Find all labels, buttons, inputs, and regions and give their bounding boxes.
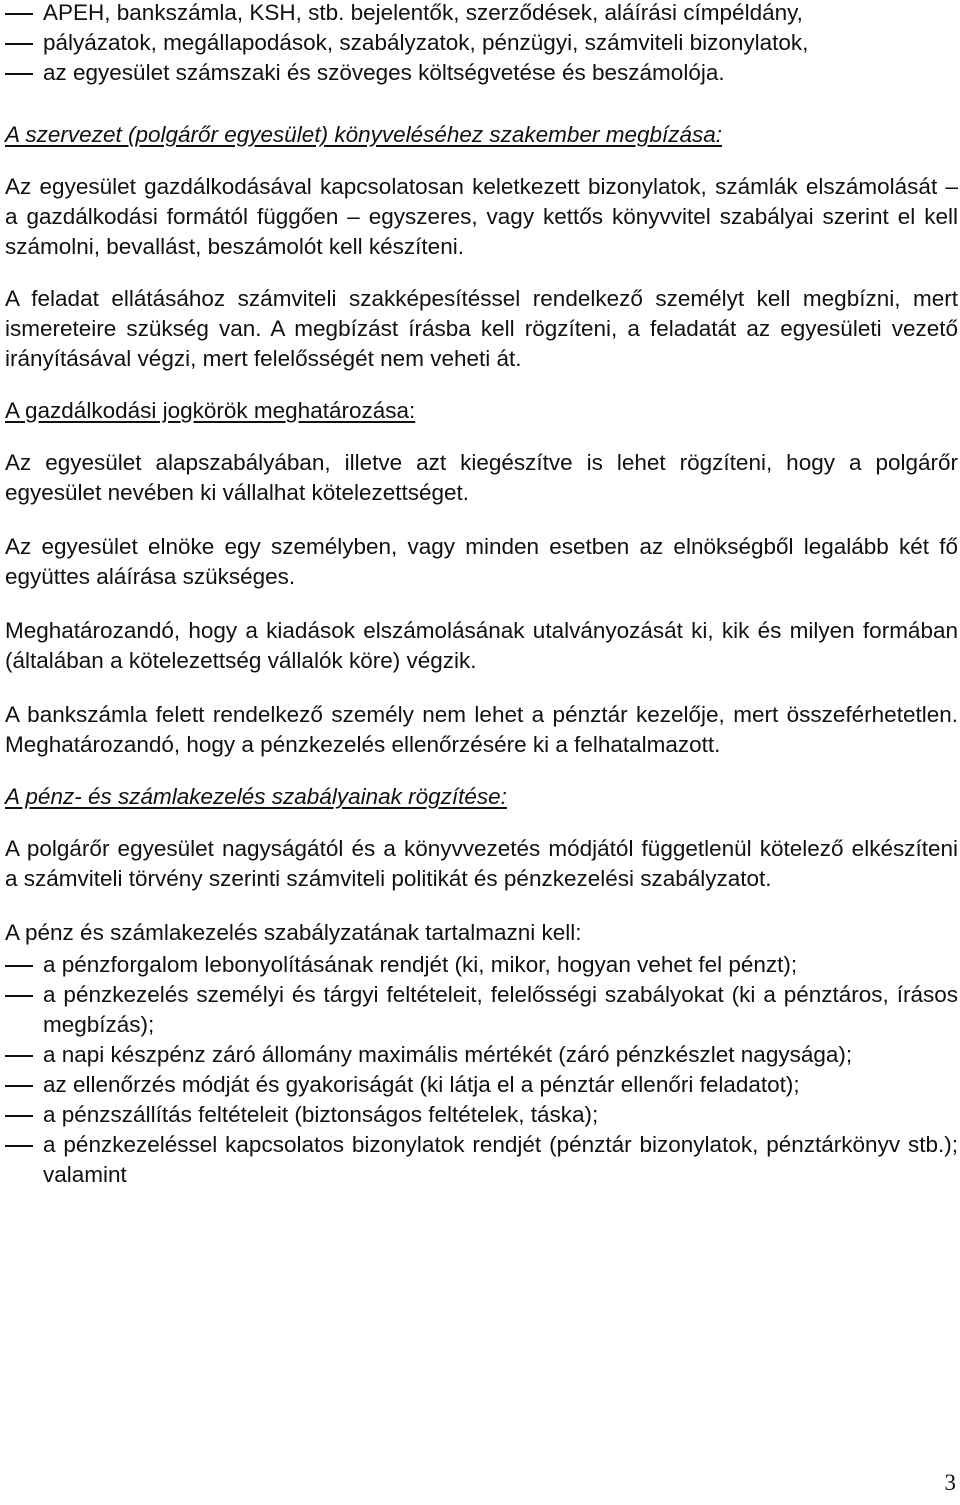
list-item <box>5 950 958 980</box>
document-page <box>5 0 958 1190</box>
list-item-text: a pénzkezeléssel kapcsolatos bizonylatok rendjét (pénztár bizonylatok, pénztárkönyv stb.); valamint <box>43 1132 958 1187</box>
paragraph: A bankszámla felett rendelkező személy nem lehet a pénztár kezelője, mert összeférhetetlen. Meghatározandó, hogy a pénzkezelés ellenőrzésére ki a felhatalmazott. <box>5 702 958 757</box>
section-heading-bookkeeping: A szervezet (polgárőr egyesület) könyveléséhez szakember megbízása: <box>5 122 723 147</box>
document-list-continued <box>5 0 958 88</box>
cash-rules-list <box>5 950 958 1190</box>
paragraph: Az egyesület alapszabályában, illetve azt kiegészítve is lehet rögzíteni, hogy a polgárőr egyesület nevében ki vállalhat kötelezettséget. <box>5 450 958 505</box>
list-item-text: az ellenőrzés módját és gyakoriságát (ki látja el a pénztár ellenőri feladatot); <box>43 1072 800 1097</box>
paragraph: Meghatározandó, hogy a kiadások elszámolásának utalványozását ki, kik és milyen formában (általában a kötelezettség vállalók köre) végzik. <box>5 618 958 673</box>
list-item <box>5 28 958 58</box>
paragraph: Az egyesület gazdálkodásával kapcsolatosan keletkezett bizonylatok, számlák elszámolását – a gazdálkodási formától függően – egyszeres, vagy kettős könyvvitel szabályai szerint el kell számolni, bevallást, beszámolót kell készíteni. <box>5 174 958 259</box>
list-item-text: pályázatok, megállapodások, szabályzatok, pénzügyi, számviteli bizonylatok, <box>43 30 809 55</box>
list-intro: A pénz és számlakezelés szabályzatának tartalmazni kell: <box>5 920 582 945</box>
list-item <box>5 1130 958 1190</box>
list-item <box>5 1040 958 1070</box>
page-number: 3 <box>944 1470 956 1495</box>
paragraph: A feladat ellátásához számviteli szakképesítéssel rendelkező személyt kell megbízni, mert ismereteire szükség van. A megbízást írásba kell rögzíteni, a feladatát az egyesületi vezető irányításával végzi, mert felelősségét nem veheti át. <box>5 286 958 371</box>
list-item-text: az egyesület számszaki és szöveges költségvetése és beszámolója. <box>43 60 725 85</box>
list-item <box>5 1070 958 1100</box>
list-item-text: APEH, bankszámla, KSH, stb. bejelentők, szerződések, aláírási címpéldány, <box>43 0 803 25</box>
section-heading-authority: A gazdálkodási jogkörök meghatározása: <box>5 398 416 423</box>
paragraph: Az egyesület elnöke egy személyben, vagy minden esetben az elnökségből legalább két fő együttes aláírása szükséges. <box>5 534 958 589</box>
list-item <box>5 0 958 28</box>
list-item-text: a pénzkezelés személyi és tárgyi feltételeit, felelősségi szabályokat (ki a pénztáros, írásos megbízás); <box>43 982 958 1037</box>
section-heading-cash-rules: A pénz- és számlakezelés szabályainak rögzítése: <box>5 784 507 809</box>
list-item <box>5 1100 958 1130</box>
list-item <box>5 980 958 1040</box>
list-item <box>5 58 958 88</box>
list-item-text: a pénzszállítás feltételeit (biztonságos feltételek, táska); <box>43 1102 599 1127</box>
paragraph: A polgárőr egyesület nagyságától és a könyvvezetés módjától függetlenül kötelező elkészíteni a számviteli törvény szerinti számviteli politikát és pénzkezelési szabályzatot. <box>5 836 958 891</box>
list-item-text: a napi készpénz záró állomány maximális mértékét (záró pénzkészlet nagysága); <box>43 1042 853 1067</box>
list-item-text: a pénzforgalom lebonyolításának rendjét (ki, mikor, hogyan vehet fel pénzt); <box>43 952 798 977</box>
